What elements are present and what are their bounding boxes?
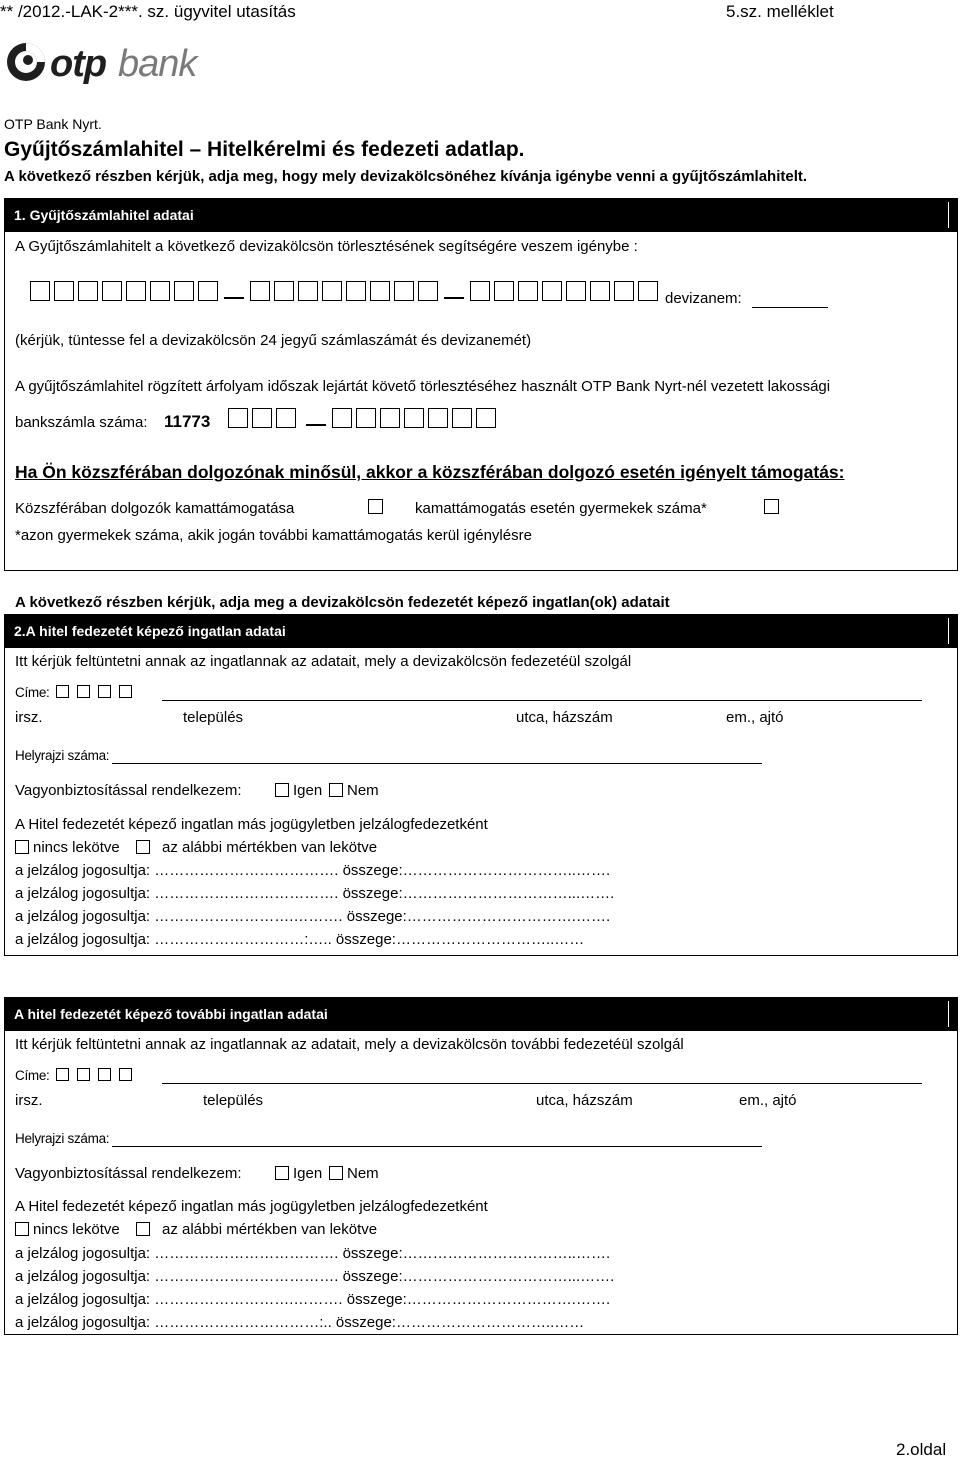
s3-lien-row[interactable]: a jelzálog jogosultja: ……………………………:.. összege:…………………………..…… bbox=[15, 1314, 585, 1331]
s2-not-pledged-checkbox[interactable] bbox=[15, 840, 29, 854]
page-title: Gyűjtőszámlahitel – Hitelkérelmi és fedezeti adatlap. bbox=[4, 138, 525, 161]
s2-other-lien: A Hitel fedezetét képező ingatlan más jogügyletben jelzálogfedezetként bbox=[15, 816, 488, 833]
s2-lien-row[interactable]: a jelzálog jogosultja: ……………………….………. összege:…………………………….……. bbox=[15, 908, 611, 925]
s3-insurance-yes: Igen bbox=[293, 1165, 323, 1182]
s3-insurance-no: Nem bbox=[347, 1165, 379, 1182]
s2-address-label: Címe: bbox=[15, 685, 50, 700]
bank-account-label: bankszámla száma: bbox=[15, 414, 148, 431]
s3-parcel-label: Helyrajzi száma: bbox=[15, 1131, 110, 1146]
s2-insurance-yes-checkbox[interactable] bbox=[275, 783, 289, 797]
otp-logo bbox=[4, 38, 214, 86]
s3-address-field[interactable] bbox=[162, 1067, 922, 1084]
subsidy-checkbox[interactable] bbox=[368, 499, 383, 514]
page-number: 2.oldal bbox=[896, 1440, 947, 1459]
s2-lien-row[interactable]: a jelzálog jogosultja: ………………………………. összege:……………………………...……. bbox=[15, 885, 615, 902]
s3-pledged: az alábbi mértékben van lekötve bbox=[162, 1221, 378, 1238]
s2-col-zip: irsz. bbox=[15, 709, 43, 726]
header-annex: 5.sz. melléklet bbox=[726, 2, 834, 21]
subsidy-label: Közszférában dolgozók kamattámogatása bbox=[15, 500, 295, 517]
s3-lien-row[interactable]: a jelzálog jogosultja: ………………………………. összege:……………………………...……. bbox=[15, 1268, 615, 1285]
s2-zip-boxes[interactable] bbox=[56, 684, 135, 702]
bank-account-line: A gyűjtőszámlahitel rögzített árfolyam időszak lejártát követő törlesztéséhez használt OTP Bank Nyrt-nél vezetett lakossági bbox=[15, 378, 831, 395]
section-1-bar bbox=[4, 198, 958, 232]
s2-parcel-label: Helyrajzi száma: bbox=[15, 748, 110, 763]
s3-col-zip: irsz. bbox=[15, 1092, 43, 1109]
section-1-title: 1. Gyűjtőszámlahitel adatai bbox=[14, 207, 194, 223]
s2-parcel-field[interactable] bbox=[112, 747, 762, 764]
company-name: OTP Bank Nyrt. bbox=[4, 116, 102, 132]
collateral-intro: A következő részben kérjük, adja meg a devizakölcsön fedezetét képező ingatlan(ok) adatait bbox=[15, 594, 670, 611]
section-2-bar bbox=[4, 614, 958, 648]
s2-address-field[interactable] bbox=[162, 684, 922, 701]
s3-address-label: Címe: bbox=[15, 1068, 50, 1083]
children-footnote: *azon gyermekek száma, akik jogán további kamattámogatás kerül igénylésre bbox=[15, 527, 532, 544]
svg-text:bank: bank bbox=[118, 43, 197, 85]
svg-text:otp: otp bbox=[50, 43, 107, 85]
s2-lien-row[interactable]: a jelzálog jogosultja: …………………………:….. összege:…………………………..…… bbox=[15, 931, 585, 948]
section-2-title: 2.A hitel fedezetét képező ingatlan adatai bbox=[14, 623, 286, 639]
s3-other-lien: A Hitel fedezetét képező ingatlan más jogügyletben jelzálogfedezetként bbox=[15, 1198, 488, 1215]
currency-label: devizanem: bbox=[665, 290, 742, 307]
s3-parcel-field[interactable] bbox=[112, 1130, 762, 1147]
bank-account-prefix: 11773 bbox=[164, 412, 211, 431]
children-label: kamattámogatás esetén gyermekek száma* bbox=[415, 500, 707, 517]
otp-spiral-icon bbox=[4, 38, 214, 86]
s3-lien-row[interactable]: a jelzálog jogosultja: ……………………….………. összege:…………………………….……. bbox=[15, 1291, 611, 1308]
section-3-bar bbox=[4, 997, 958, 1031]
s2-col-city: település bbox=[183, 709, 244, 726]
s3-col-street: utca, házszám bbox=[536, 1092, 633, 1109]
s2-insurance-yes: Igen bbox=[293, 782, 323, 799]
s3-not-pledged: nincs lekötve bbox=[33, 1221, 120, 1238]
s2-pledged-checkbox[interactable] bbox=[136, 840, 150, 854]
s2-col-floor: em., ajtó bbox=[726, 709, 784, 726]
s2-insurance-no-checkbox[interactable] bbox=[329, 783, 343, 797]
s2-lien-row[interactable]: a jelzálog jogosultja: ………………………………. összege:……………………………..……. bbox=[15, 862, 611, 879]
s2-insurance-label: Vagyonbiztosítással rendelkezem: bbox=[15, 782, 242, 799]
s3-not-pledged-checkbox[interactable] bbox=[15, 1222, 29, 1236]
s2-pledged: az alábbi mértékben van lekötve bbox=[162, 839, 378, 856]
currency-field[interactable] bbox=[752, 290, 828, 308]
loan-line: A Gyűjtőszámlahitelt a következő devizakölcsön törlesztésének segítségére veszem igénybe : bbox=[15, 238, 638, 255]
s2-col-street: utca, házszám bbox=[516, 709, 613, 726]
s3-lien-row[interactable]: a jelzálog jogosultja: ………………………………. összege:……………………………..……. bbox=[15, 1245, 611, 1262]
s3-zip-boxes[interactable] bbox=[56, 1067, 135, 1085]
bank-account-number[interactable] bbox=[228, 408, 500, 428]
s2-not-pledged: nincs lekötve bbox=[33, 839, 120, 856]
header-ref: ** /2012.-LAK-2***. sz. ügyvitel utasítás bbox=[0, 2, 296, 21]
children-count-box[interactable] bbox=[764, 499, 779, 514]
s3-intro: Itt kérjük feltüntetni annak az ingatlannak az adatait, mely a devizakölcsön további fedezetéül szolgál bbox=[15, 1036, 684, 1053]
page-subtitle: A következő részben kérjük, adja meg, hogy mely devizakölcsönéhez kívánja igénybe venni a gyűjtőszámlahitelt. bbox=[4, 168, 808, 185]
public-sector-heading: Ha Ön közszférában dolgozónak minősül, akkor a közszférában dolgozó esetén igényelt támogatás: bbox=[15, 462, 845, 482]
s3-insurance-yes-checkbox[interactable] bbox=[275, 1166, 289, 1180]
s3-insurance-no-checkbox[interactable] bbox=[329, 1166, 343, 1180]
section-3-title: A hitel fedezetét képező további ingatlan adatai bbox=[14, 1006, 328, 1022]
account-hint: (kérjük, tüntesse fel a devizakölcsön 24 jegyű számlaszámát és devizanemét) bbox=[15, 332, 532, 349]
s2-insurance-no: Nem bbox=[347, 782, 379, 799]
s3-pledged-checkbox[interactable] bbox=[136, 1222, 150, 1236]
s3-insurance-label: Vagyonbiztosítással rendelkezem: bbox=[15, 1165, 242, 1182]
loan-account-number[interactable] bbox=[30, 281, 662, 301]
s3-col-city: település bbox=[203, 1092, 264, 1109]
s2-intro: Itt kérjük feltüntetni annak az ingatlannak az adatait, mely a devizakölcsön fedezetéül szolgál bbox=[15, 653, 632, 670]
s3-col-floor: em., ajtó bbox=[739, 1092, 797, 1109]
